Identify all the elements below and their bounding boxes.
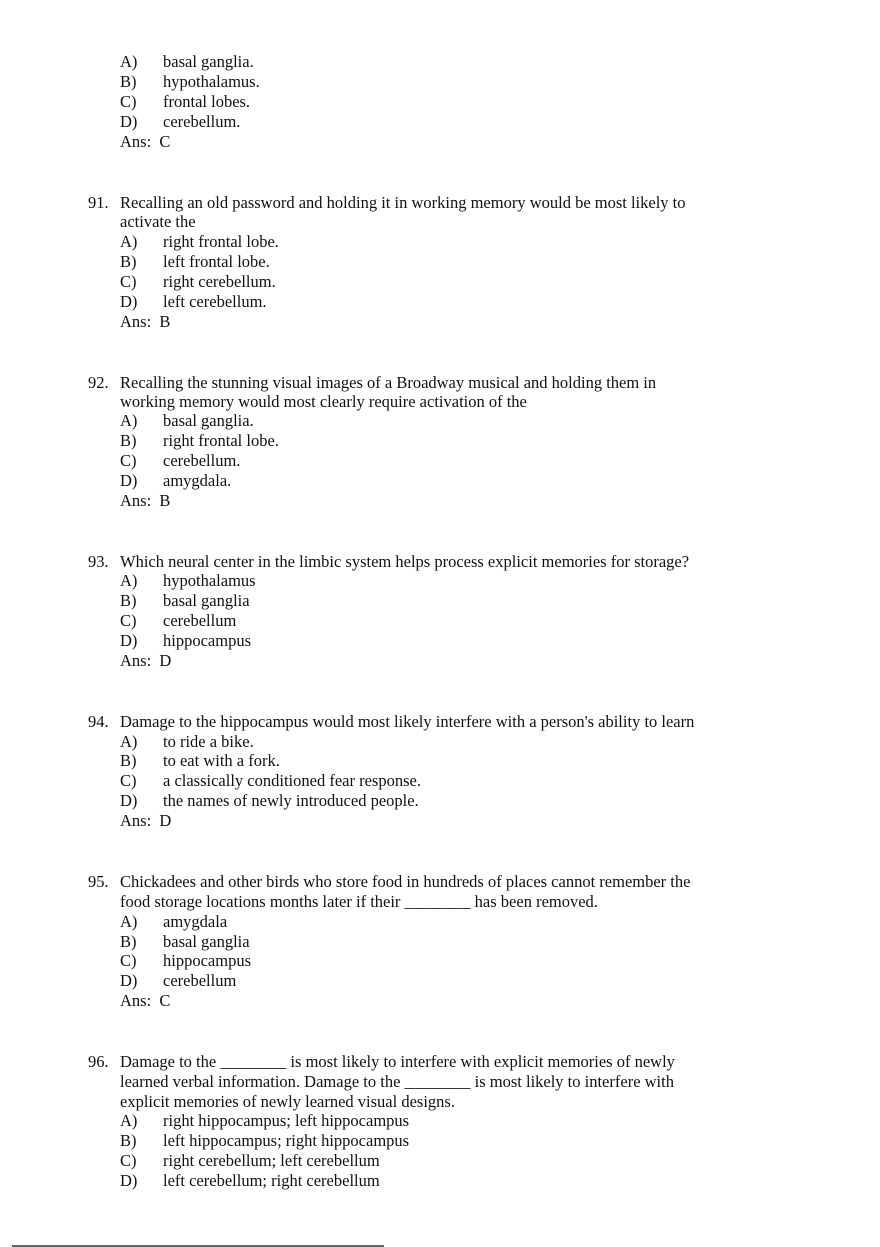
answer-label: Ans: — [120, 991, 152, 1010]
option-text: basal ganglia. — [163, 411, 254, 430]
question-text: Chickadees and other birds who store food in hundreds of places cannot remember the — [120, 872, 691, 891]
option-text: basal ganglia — [163, 591, 250, 610]
option-text: the names of newly introduced people. — [163, 791, 419, 810]
question-text: activate the — [120, 212, 196, 231]
answer-line — [120, 132, 170, 152]
question-text: explicit memories of newly learned visual designs. — [120, 1092, 455, 1111]
option-label: C) — [120, 451, 137, 470]
option-label: A) — [120, 912, 138, 931]
answer-label: Ans: — [120, 811, 152, 830]
option-label: C) — [120, 771, 137, 790]
option-label: A) — [120, 571, 138, 590]
option-text: left frontal lobe. — [163, 252, 270, 271]
option-label: A) — [120, 232, 138, 251]
option-text: left cerebellum. — [163, 292, 267, 311]
question-text: Which neural center in the limbic system helps process explicit memories for storage? — [120, 552, 690, 571]
answer-label: Ans: — [120, 132, 152, 151]
answer-value: C — [159, 991, 171, 1010]
answer-line — [120, 991, 170, 1011]
answer-line — [120, 312, 170, 332]
option-text: right frontal lobe. — [163, 232, 279, 251]
option-label: A) — [120, 411, 138, 430]
option-label: B) — [120, 591, 137, 610]
answer-label: Ans: — [120, 491, 152, 510]
option-label: A) — [120, 52, 138, 71]
option-text: hypothalamus — [163, 571, 256, 590]
option-label: D) — [120, 971, 138, 990]
option-label: B) — [120, 1131, 137, 1150]
option-text: frontal lobes. — [163, 92, 251, 111]
answer-label: Ans: — [120, 312, 152, 331]
option-label: B) — [120, 252, 137, 271]
option-text: amygdala — [163, 912, 228, 931]
option-label: D) — [120, 631, 138, 650]
option-text: cerebellum — [163, 611, 237, 630]
option-text: a classically conditioned fear response. — [163, 771, 421, 790]
option-text: hippocampus — [163, 631, 251, 650]
answer-line — [120, 491, 170, 511]
option-text: cerebellum — [163, 971, 237, 990]
option-text: right hippocampus; left hippocampus — [163, 1111, 410, 1130]
question-number: 91. — [88, 193, 109, 212]
option-label: B) — [120, 431, 137, 450]
question-number: 94. — [88, 712, 109, 731]
option-label: B) — [120, 932, 137, 951]
option-text: cerebellum. — [163, 112, 241, 131]
answer-label: Ans: — [120, 651, 152, 670]
option-label: A) — [120, 732, 138, 751]
answer-value: B — [159, 312, 171, 331]
option-label: C) — [120, 1151, 137, 1170]
option-label: D) — [120, 791, 138, 810]
option-text: basal ganglia. — [163, 52, 254, 71]
answer-line — [120, 651, 171, 671]
option-text: right cerebellum; left cerebellum — [163, 1151, 380, 1170]
question-text: food storage locations months later if their ________ has been removed. — [120, 892, 598, 911]
option-label: D) — [120, 292, 138, 311]
answer-value: D — [159, 651, 172, 670]
question-text: Damage to the hippocampus would most likely interfere with a person's ability to learn — [120, 712, 695, 731]
option-label: D) — [120, 1171, 138, 1190]
answer-value: C — [159, 132, 171, 151]
option-label: D) — [120, 471, 138, 490]
question-text: Recalling the stunning visual images of a Broadway musical and holding them in — [120, 373, 657, 392]
option-label: C) — [120, 611, 137, 630]
option-text: cerebellum. — [163, 451, 241, 470]
option-text: amygdala. — [163, 471, 232, 490]
question-text: learned verbal information. Damage to the ________ is most likely to interfere with — [120, 1072, 674, 1091]
option-text: right cerebellum. — [163, 272, 276, 291]
option-text: hippocampus — [163, 951, 251, 970]
option-label: B) — [120, 72, 137, 91]
option-text: to eat with a fork. — [163, 751, 280, 770]
option-label: C) — [120, 92, 137, 111]
question-text: Damage to the ________ is most likely to interfere with explicit memories of newly — [120, 1052, 675, 1071]
question-number: 95. — [88, 872, 109, 891]
option-text: right frontal lobe. — [163, 431, 279, 450]
question-number: 92. — [88, 373, 109, 392]
option-label: C) — [120, 272, 137, 291]
answer-value: B — [159, 491, 171, 510]
option-text: basal ganglia — [163, 932, 250, 951]
option-text: to ride a bike. — [163, 732, 254, 751]
answer-value: D — [159, 811, 172, 830]
question-text: Recalling an old password and holding it in working memory would be most likely to — [120, 193, 686, 212]
question-number: 96. — [88, 1052, 109, 1071]
question-text: working memory would most clearly require activation of the — [120, 392, 527, 411]
question-number: 93. — [88, 552, 109, 571]
option-text: left cerebellum; right cerebellum — [163, 1171, 380, 1190]
option-text: left hippocampus; right hippocampus — [163, 1131, 410, 1150]
option-label: C) — [120, 951, 137, 970]
option-label: A) — [120, 1111, 138, 1130]
option-label: B) — [120, 751, 137, 770]
option-text: hypothalamus. — [163, 72, 260, 91]
answer-line — [120, 811, 171, 831]
option-label: D) — [120, 112, 138, 131]
